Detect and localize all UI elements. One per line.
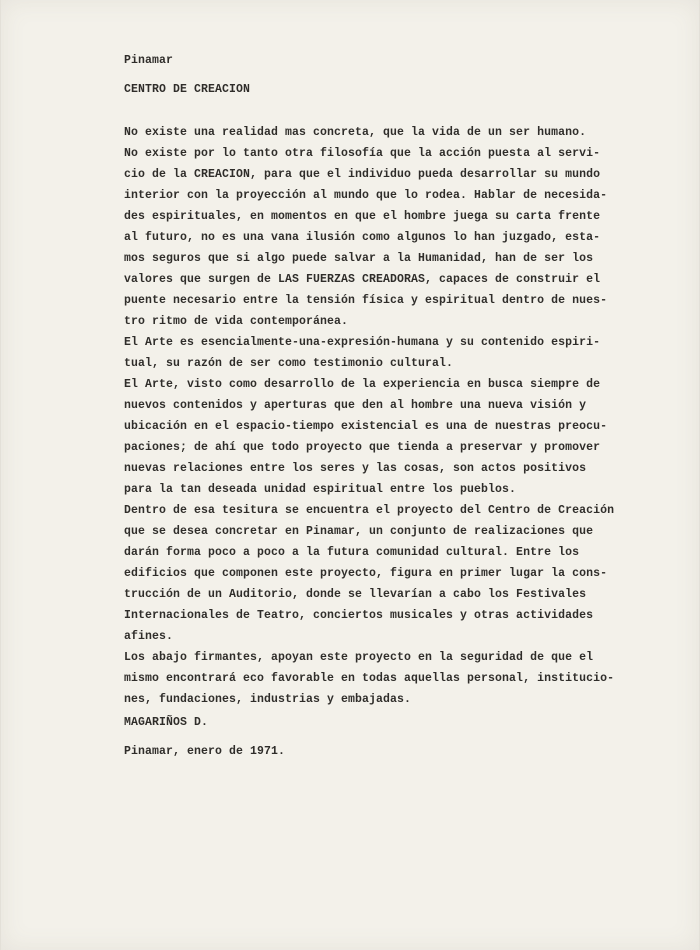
body-line-10: tro ritmo de vida contemporánea.: [124, 315, 349, 328]
body-line-21: darán forma poco a poco a la futura comunidad cultural. Entre los: [124, 546, 580, 559]
body-line-26: Los abajo firmantes, apoyan este proyecto en la seguridad de que el: [124, 651, 594, 664]
body-line-23: trucción de un Auditorio, donde se llevarían a cabo los Festivales: [124, 588, 587, 601]
body-line-27: mismo encontrará eco favorable en todas aquellas personal, institucio-: [124, 672, 615, 685]
body-line-17: nuevas relaciones entre los seres y las cosas, son actos positivos: [124, 462, 587, 475]
body-line-1: No existe una realidad mas concreta, que la vida de un ser humano.: [124, 126, 587, 139]
body-line-13: El Arte, visto como desarrollo de la experiencia en busca siempre de: [124, 378, 601, 391]
body-line-8: valores que surgen de LAS FUERZAS CREADORAS, capaces de construir el: [124, 273, 601, 286]
body-line-19: Dentro de esa tesitura se encuentra el proyecto del Centro de Creación: [124, 504, 615, 517]
body-line-5: des espirituales, en momentos en que el hombre juega su carta frente: [124, 210, 601, 223]
body-line-7: mos seguros que si algo puede salvar a la Humanidad, han de ser los: [124, 252, 594, 265]
body-line-12: tual, su razón de ser como testimonio cultural.: [124, 357, 454, 370]
body-line-6: al futuro, no es una vana ilusión como algunos lo han juzgado, esta-: [124, 231, 601, 244]
body-line-18: para la tan deseada unidad espiritual entre los pueblos.: [124, 483, 517, 496]
body-line-14: nuevos contenidos y aperturas que den al hombre una nueva visión y: [124, 399, 587, 412]
body-line-4: interior con la proyección al mundo que lo rodea. Hablar de necesida-: [124, 189, 608, 202]
place-and-date: Pinamar, enero de 1971.: [124, 745, 286, 758]
body-line-15: ubicación en el espacio-tiempo existencial es una de nuestras preocu-: [124, 420, 608, 433]
body-line-24: Internacionales de Teatro, conciertos musicales y otras actividades: [124, 609, 594, 622]
body-line-2: No existe por lo tanto otra filosofía que la acción puesta al servi-: [124, 147, 601, 160]
body-line-20: que se desea concretar en Pinamar, un conjunto de realizaciones que: [124, 525, 594, 538]
body-line-22: edificios que componen este proyecto, figura en primer lugar la cons-: [124, 567, 608, 580]
body-line-16: paciones; de ahí que todo proyecto que tienda a preservar y promover: [124, 441, 601, 454]
body-line-3: cio de la CREACION, para que el individuo pueda desarrollar su mundo: [124, 168, 601, 181]
body-line-28: nes, fundaciones, industrias y embajadas.: [124, 693, 412, 706]
document-place: Pinamar: [124, 54, 174, 67]
body-line-9: puente necesario entre la tensión física y espiritual dentro de nues-: [124, 294, 608, 307]
body-line-25: afines.: [124, 630, 174, 643]
body-line-11: El Arte es esencialmente-una-expresión-humana y su contenido espiri-: [124, 336, 601, 349]
signature-name: MAGARIÑOS D.: [124, 716, 209, 729]
document-title: CENTRO DE CREACION: [124, 83, 251, 96]
